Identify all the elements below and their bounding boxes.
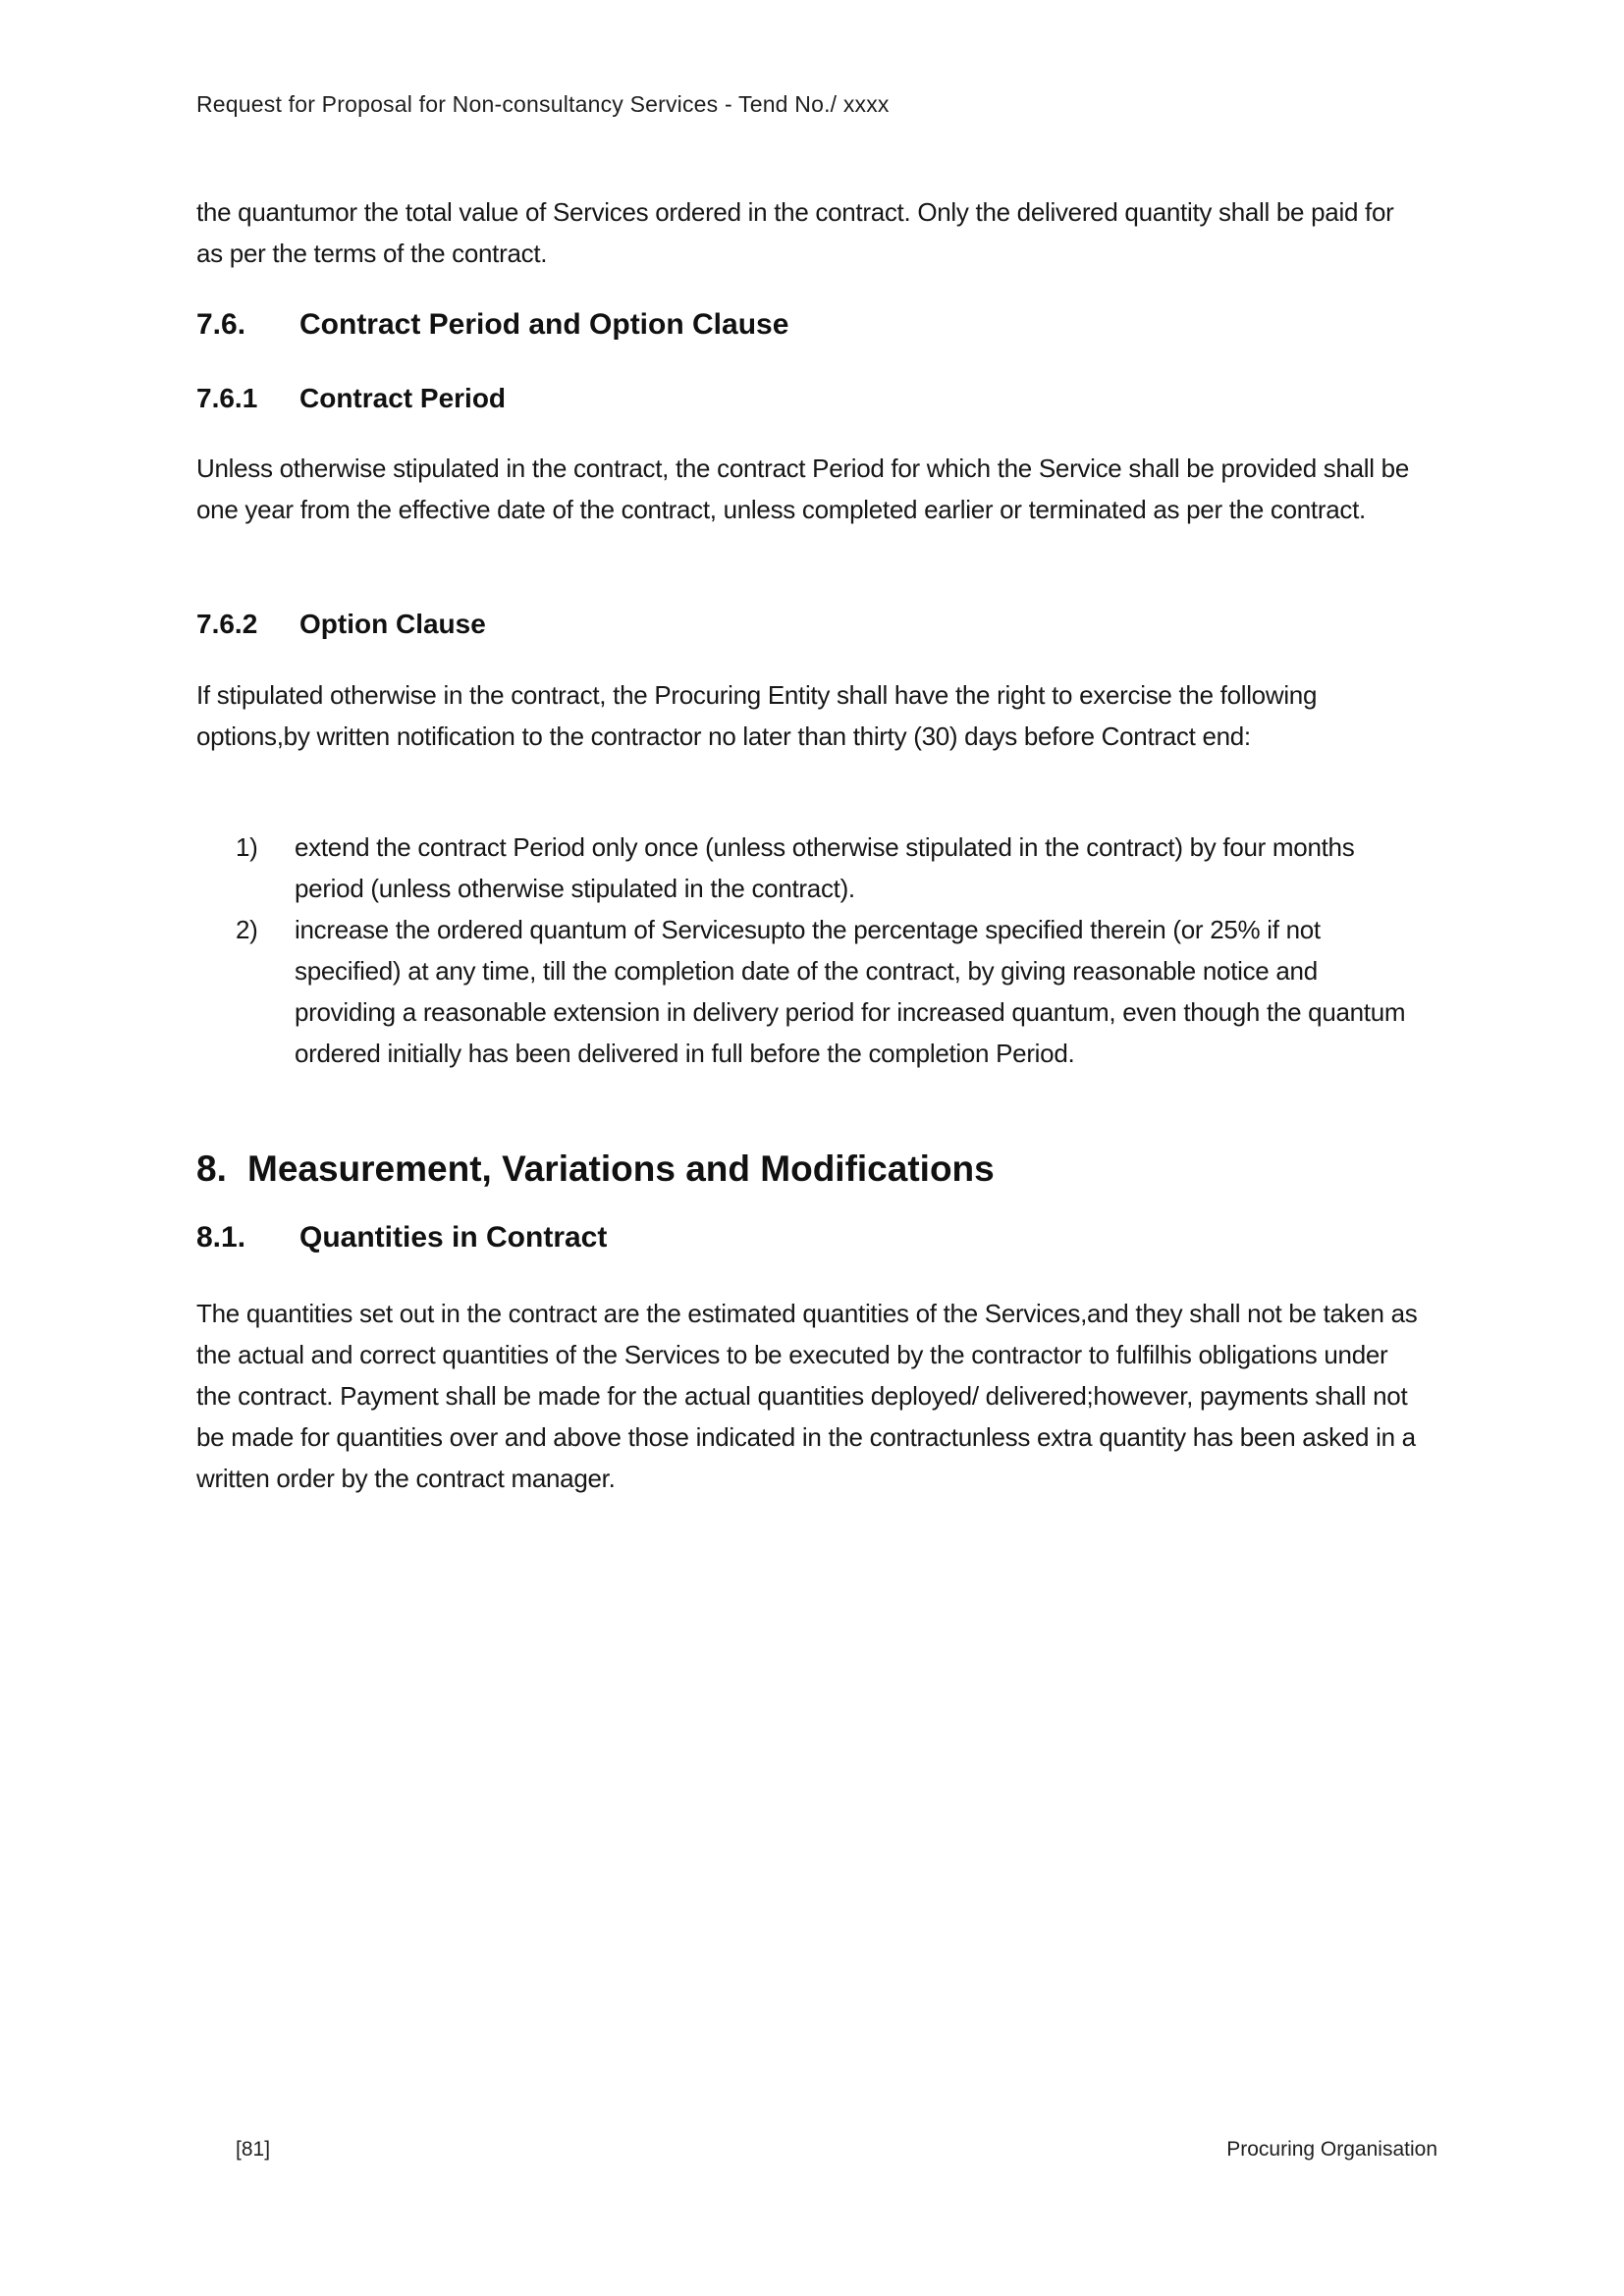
heading-7-6-title: Contract Period and Option Clause [299,308,789,341]
heading-8-1-number: 8.1. [196,1221,246,1254]
heading-7-6 [196,308,788,342]
heading-8-title: Measurement, Variations and Modifications [247,1148,995,1189]
paragraph-option-clause: If stipulated otherwise in the contract, the Procuring Entity shall have the right to exercise the following options,by written notification to the contractor no later than thirty (30) days before Contract end: [196,680,1318,751]
heading-7-6-2-title: Option Clause [299,609,486,639]
list-item-text: increase the ordered quantum of Servicesupto the percentage specified therein (or 25% if not specified) at any time, till the completion date of the contract, by giving reasonable notice and providing a reasonable extension in delivery period for increased quantum, even though the quantum ordered initially has been delivered in full before the completion Period. [295,915,1406,1068]
list-item-text: extend the contract Period only once (unless otherwise stipulated in the contract) by four months period (unless otherwise stipulated in the contract). [295,832,1355,903]
heading-8-1 [196,1221,607,1255]
page-footer [236,2138,1437,2162]
heading-7-6-2 [196,609,486,640]
paragraph-quantities: The quantities set out in the contract are the estimated quantities of the Services,and they shall not be taken as the actual and correct quantities of the Services to be executed by the contractor to fulfilhis obligations under the contract. Payment shall be made for the actual quantities deployed/ delivered;however, payments shall not be made for quantities over and above those indicated in the contractunless extra quantity has been asked in a written order by the contract manager. [196,1299,1418,1493]
heading-7-6-number: 7.6. [196,308,246,341]
intro-paragraph: the quantumor the total value of Services ordered in the contract. Only the delivered quantity shall be paid for as per the terms of the contract. [196,197,1394,268]
heading-7-6-1-title: Contract Period [299,383,507,413]
heading-8-1-title: Quantities in Contract [299,1221,608,1254]
page-header: Request for Proposal for Non-consultancy Services - Tend No./ xxxx [196,91,890,117]
paragraph-contract-period: Unless otherwise stipulated in the contract, the contract Period for which the Service shall be provided shall be one year from the effective date of the contract, unless completed earlier or terminated as per the contract. [196,454,1409,524]
heading-8-number: 8. [196,1148,227,1189]
heading-7-6-1 [196,383,506,414]
list-item-number: 2) [236,915,258,944]
heading-7-6-2-number: 7.6.2 [196,609,258,639]
footer-organisation: Procuring Organisation [1226,2138,1437,2161]
list-item-number: 1) [236,832,258,862]
option-clause-list [196,827,1422,1074]
heading-8 [196,1148,995,1190]
list-item [196,827,1422,909]
heading-7-6-1-number: 7.6.1 [196,383,258,413]
page-number: [81] [236,2138,271,2161]
list-item [196,909,1422,1074]
